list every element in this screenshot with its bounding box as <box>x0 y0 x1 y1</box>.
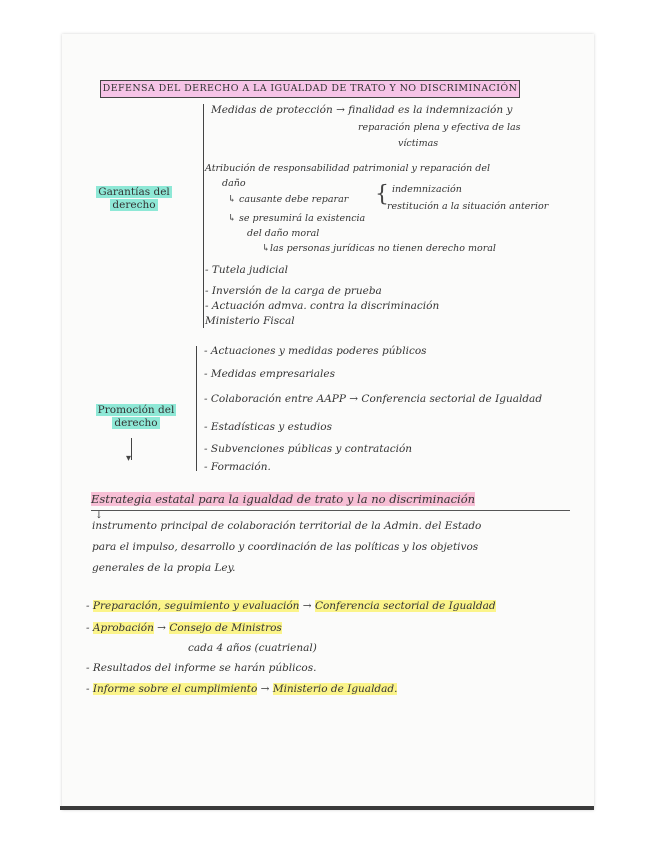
promocion-item-1: - Actuaciones y medidas poderes públicos <box>204 345 427 357</box>
preparacion-item: - Preparación, seguimiento y evaluación → Conferencia sectorial de Igualdad <box>86 600 496 612</box>
desc-3: generales de la propia Ley. <box>92 562 236 574</box>
prep-b: Conferencia sectorial de Igualdad <box>314 600 496 612</box>
atribucion-b: daño <box>222 178 246 189</box>
estrategia-heading <box>91 492 475 507</box>
page-title: DEFENSA DEL DERECHO A LA IGUALDAD DE TRATO Y NO DISCRIMINACIÓN <box>100 80 520 98</box>
curly-brace-icon: { <box>375 182 389 207</box>
medidas-a: Medidas de protección <box>211 104 333 116</box>
indemnizacion: indemnización <box>392 184 462 195</box>
promocion-item: Subvenciones públicas y contratación <box>210 443 413 455</box>
promocion-item: Estadísticas y estudios <box>210 421 332 433</box>
causante-line <box>228 193 348 206</box>
tutela-item: - Tutela judicial <box>205 264 289 276</box>
garantias-label-1: Garantías del <box>98 186 170 198</box>
promocion-item-5: - Subvenciones públicas y contratación <box>204 443 413 455</box>
medidas-b: finalidad es la indemnización y <box>348 104 513 116</box>
promocion-item-4: - Estadísticas y estudios <box>204 421 332 433</box>
informe-b: Ministerio de Igualdad. <box>272 683 398 695</box>
prep-a: Preparación, seguimiento y evaluación <box>92 600 300 612</box>
aprob-a: Aprobación <box>92 622 154 634</box>
presumira-a: se presumirá la existencia <box>239 213 366 224</box>
promocion-item-6: - Formación. <box>204 461 271 473</box>
juridicas-line <box>262 242 496 255</box>
page-edge <box>60 806 594 810</box>
restitucion: restitución a la situación anterior <box>387 201 549 212</box>
garantias-brace <box>203 104 204 328</box>
resultados-item: - Resultados del informe se harán públicos. <box>86 662 317 674</box>
presumira-line <box>228 212 365 225</box>
fiscal-item <box>205 315 295 328</box>
small-down-arrow-icon: ↓ <box>95 510 103 521</box>
desc-2: para el impulso, desarrollo y coordinación de las políticas y los objetivos <box>92 541 479 553</box>
garantias-label <box>92 186 176 212</box>
informe-a: Informe sobre el cumplimiento <box>92 683 258 695</box>
fiscal: Ministerio Fiscal <box>205 315 295 327</box>
medidas-proteccion: Medidas de protección → finalidad es la indemnización y <box>211 104 513 116</box>
promocion-item-2: - Medidas empresariales <box>204 368 336 380</box>
aprob-b: Consejo de Ministros <box>169 622 282 634</box>
causante: causante debe reparar <box>239 194 349 205</box>
juridicas: las personas jurídicas no tienen derecho moral <box>269 243 496 254</box>
inversion-item: - Inversión de la carga de prueba <box>205 285 382 297</box>
heading-underline <box>91 510 570 511</box>
promocion-item-3: - Colaboración entre AAPP → Conferencia sectorial de Igualdad <box>204 393 543 405</box>
tutela: Tutela judicial <box>211 264 289 276</box>
arrow-icon: ↳ <box>228 213 236 224</box>
medidas-c: reparación plena y efectiva de las <box>358 122 521 133</box>
conferencia: Conferencia sectorial de Igualdad <box>361 393 543 405</box>
desc-1: instrumento principal de colaboración territorial de la Admin. del Estado <box>92 520 482 532</box>
aprobacion-item: - Aprobación → Consejo de Ministros <box>86 622 282 634</box>
actuacion-item: - Actuación admva. contra la discriminación <box>205 300 440 312</box>
arrow-icon: ↳ <box>228 194 236 205</box>
arrow-icon: ↳ <box>262 243 270 254</box>
medidas-d: víctimas <box>398 138 439 149</box>
promocion-item: Actuaciones y medidas poderes públicos <box>210 345 427 357</box>
presumira-b: del daño moral <box>247 228 320 239</box>
estrategia-heading-text: Estrategia estatal para la igualdad de trato y la no discriminación <box>91 492 476 506</box>
inversion: Inversión de la carga de prueba <box>211 285 382 297</box>
actuacion: Actuación admva. contra la discriminación <box>211 300 440 312</box>
down-arrow-line <box>131 438 132 460</box>
informe-item: - Informe sobre el cumplimiento → Ministerio de Igualdad. <box>86 683 398 695</box>
promocion-label-1: Promoción del <box>97 404 175 416</box>
cada: cada 4 años (cuatrienal) <box>188 642 317 654</box>
promocion-item: Formación. <box>210 461 271 473</box>
promocion-brace <box>196 346 197 471</box>
down-arrow-icon: ▾ <box>126 453 132 464</box>
promocion-label-2: derecho <box>114 417 158 429</box>
resultados: Resultados del informe se harán públicos. <box>92 662 317 674</box>
garantias-label-2: derecho <box>112 199 156 211</box>
atribucion-a: Atribución de responsabilidad patrimonial y reparación del <box>205 163 490 174</box>
promocion-item: Medidas empresariales <box>210 368 336 380</box>
promocion-item: Colaboración entre AAPP <box>210 393 346 405</box>
promocion-label <box>90 404 182 430</box>
